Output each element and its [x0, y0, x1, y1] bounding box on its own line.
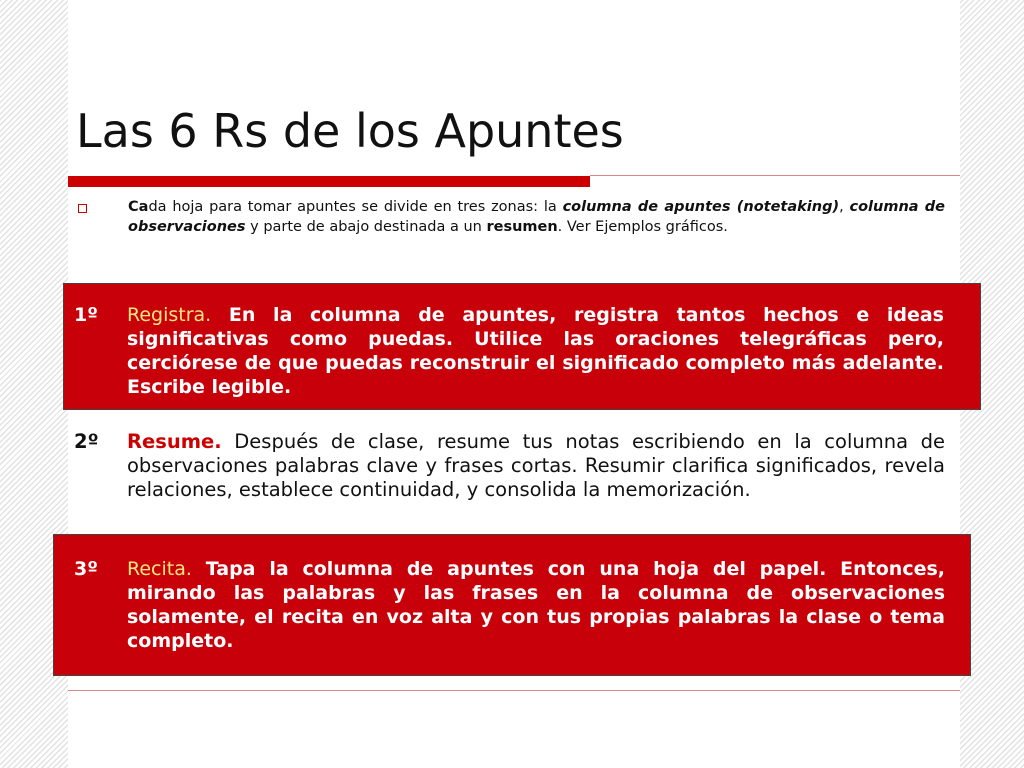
slide-title: Las 6 Rs de los Apuntes — [76, 104, 624, 158]
title-underline-thin — [590, 175, 960, 176]
step-2-description: Después de clase, resume tus notas escribiendo en la columna de observaciones palabras clave y frases cortas. Resumir clarifica significados, revela relaciones, establece continuidad, y consolida la memorización. — [127, 430, 945, 501]
intro-drop-bold: Ca — [128, 199, 149, 215]
step-3-number: 3º — [74, 558, 98, 580]
intro-paragraph — [128, 197, 945, 237]
intro-term-notes-column: columna de apuntes (notetaking) — [562, 199, 840, 215]
step-3-keyword: Recita. — [127, 558, 192, 580]
step-1-keyword: Registra. — [127, 304, 212, 326]
step-1-number: 1º — [74, 304, 98, 326]
bottom-rule — [68, 690, 960, 691]
intro-term-observations-column: columna de observaciones — [128, 199, 946, 235]
step-1-text — [74, 303, 944, 399]
intro-text: da hoja para tomar apuntes se divide en tres zonas: la — [148, 199, 563, 215]
step-2-text — [74, 430, 945, 502]
intro-term-summary: resumen — [486, 219, 558, 235]
step-3-text — [74, 557, 945, 653]
intro-text-2: y parte de abajo destinada a un — [245, 219, 487, 235]
square-bullet-icon — [78, 204, 87, 213]
step-2-keyword: Resume. — [127, 430, 222, 453]
step-1-description: En la columna de apuntes, registra tantos hechos e ideas significativas como puedas. Utilice las oraciones telegráficas pero, cerciórese de que puedas reconstruir el significado completo más adelante. Escribe legible. — [127, 304, 944, 398]
title-underline-thick — [68, 176, 590, 187]
intro-separator: , — [839, 199, 850, 215]
step-2-number: 2º — [74, 430, 99, 453]
intro-text-3: . Ver Ejemplos gráficos. — [557, 219, 728, 235]
step-3-description: Tapa la columna de apuntes con una hoja del papel. Entonces, mirando las palabras y las frases en la columna de observaciones solamente, el recita en voz alta y con tus propias palabras la clase o tema completo. — [127, 558, 945, 652]
